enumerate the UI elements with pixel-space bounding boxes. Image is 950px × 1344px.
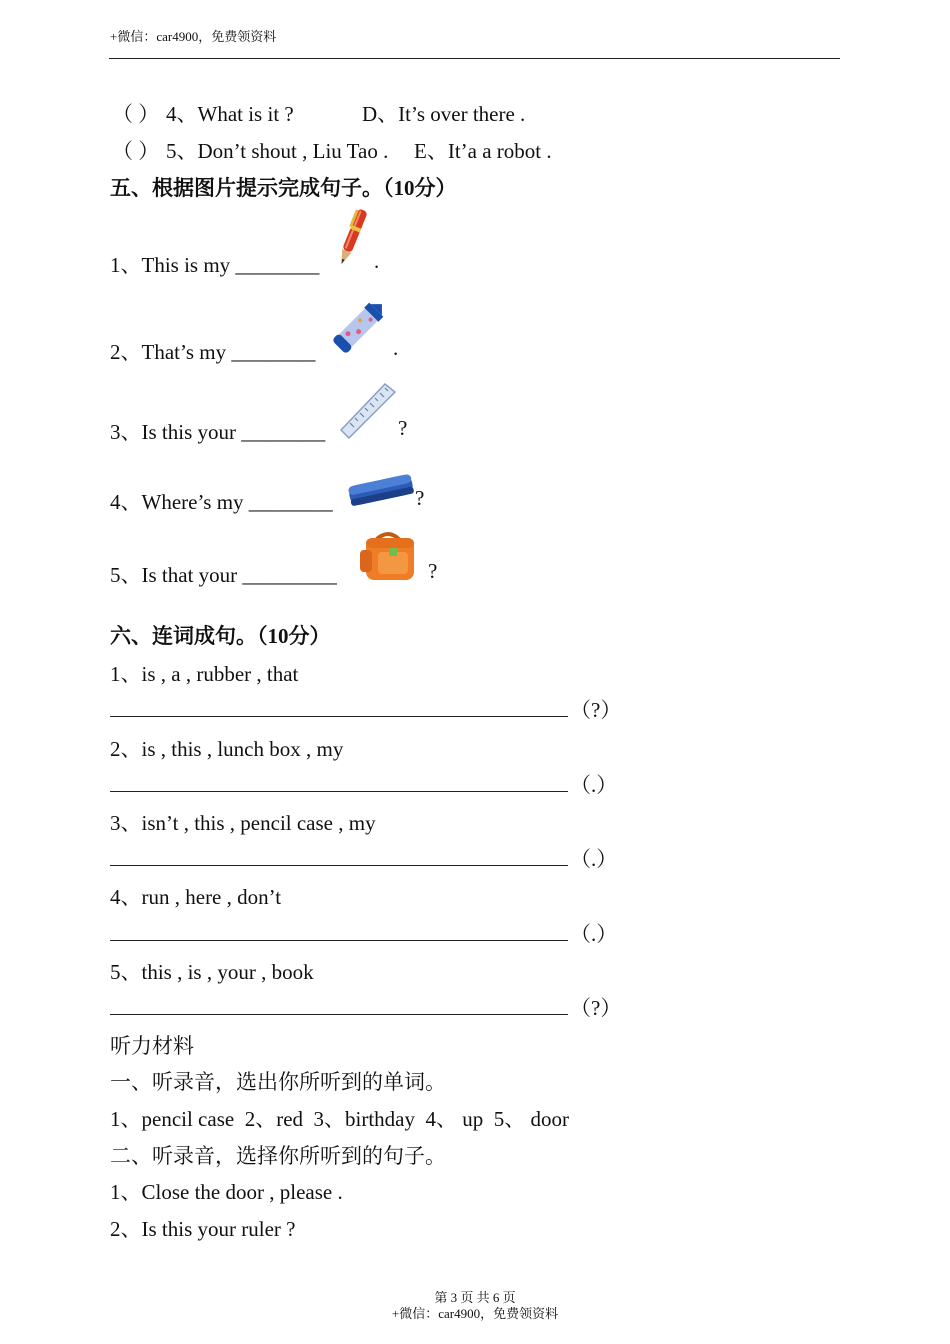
- crayon-icon: [328, 294, 392, 358]
- section6-words: 5、this , is , your , book: [110, 960, 314, 984]
- listening-part2-title: 二、听录音，选择你所听到的句子。: [110, 1144, 446, 1168]
- pen-icon: [330, 206, 374, 270]
- ruler-icon: [337, 380, 397, 440]
- section5-item-end: .: [393, 336, 399, 360]
- page-number: 第 3 页 共 6 页: [434, 1290, 516, 1305]
- section6-title: 六、连词成句。（10分）: [110, 624, 331, 648]
- listening-part1-words: 1、pencil case 2、red 3、birthday 4、 up 5、 door: [110, 1107, 569, 1131]
- section5-item: 2、That’s my ________: [110, 340, 316, 364]
- answer-blank: [110, 1014, 568, 1015]
- answer-blank: [110, 791, 568, 792]
- section5-item: 4、Where’s my ________: [110, 490, 333, 514]
- listening-part1-title: 一、听录音，选出你所听到的单词。: [110, 1070, 446, 1094]
- section6-words: 2、is , this , lunch box , my: [110, 737, 344, 761]
- matching-question: 5、Don’t shout , Liu Tao .: [166, 139, 389, 163]
- answer-blank: [110, 716, 568, 717]
- pencil-case-icon: [346, 470, 416, 510]
- answer-blank: [110, 940, 568, 941]
- section6-words: 1、is , a , rubber , that: [110, 662, 299, 686]
- section5-item: 5、Is that your _________: [110, 563, 337, 587]
- section5-title: 五、根据图片提示完成句子。（10分）: [110, 176, 457, 200]
- section6-punct: （.）: [570, 847, 618, 871]
- matching-paren: （ ）: [112, 102, 160, 126]
- listening-title: 听力材料: [110, 1034, 194, 1058]
- section5-item-end: ?: [415, 486, 425, 510]
- header-watermark: +微信：car4900，免费领资料: [110, 29, 277, 44]
- section6-punct: （.）: [570, 922, 618, 946]
- section5-item-end: ?: [428, 559, 438, 583]
- listening-sentence: 2、Is this your ruler ?: [110, 1217, 296, 1241]
- listening-sentence: 1、Close the door , please .: [110, 1180, 343, 1204]
- section6-punct: （?）: [570, 996, 622, 1020]
- header-rule: [109, 58, 840, 59]
- section6-punct: （.）: [570, 773, 618, 797]
- section6-words: 4、run , here , don’t: [110, 885, 282, 909]
- section5-item: 3、Is this your ________: [110, 420, 326, 444]
- matching-answer: E、It’a a robot .: [414, 139, 552, 163]
- matching-paren: （ ）: [112, 139, 160, 163]
- section5-item-end: ?: [398, 416, 408, 440]
- section6-punct: （?）: [570, 698, 622, 722]
- section5-item-end: .: [374, 249, 380, 273]
- section6-words: 3、isn’t , this , pencil case , my: [110, 811, 376, 835]
- schoolbag-icon: [356, 530, 420, 584]
- answer-blank: [110, 865, 568, 866]
- footer-watermark: +微信：car4900，免费领资料: [391, 1306, 559, 1321]
- matching-answer: D、It’s over there .: [362, 102, 526, 126]
- matching-question: 4、What is it ?: [166, 102, 294, 126]
- section5-item: 1、This is my ________: [110, 253, 320, 277]
